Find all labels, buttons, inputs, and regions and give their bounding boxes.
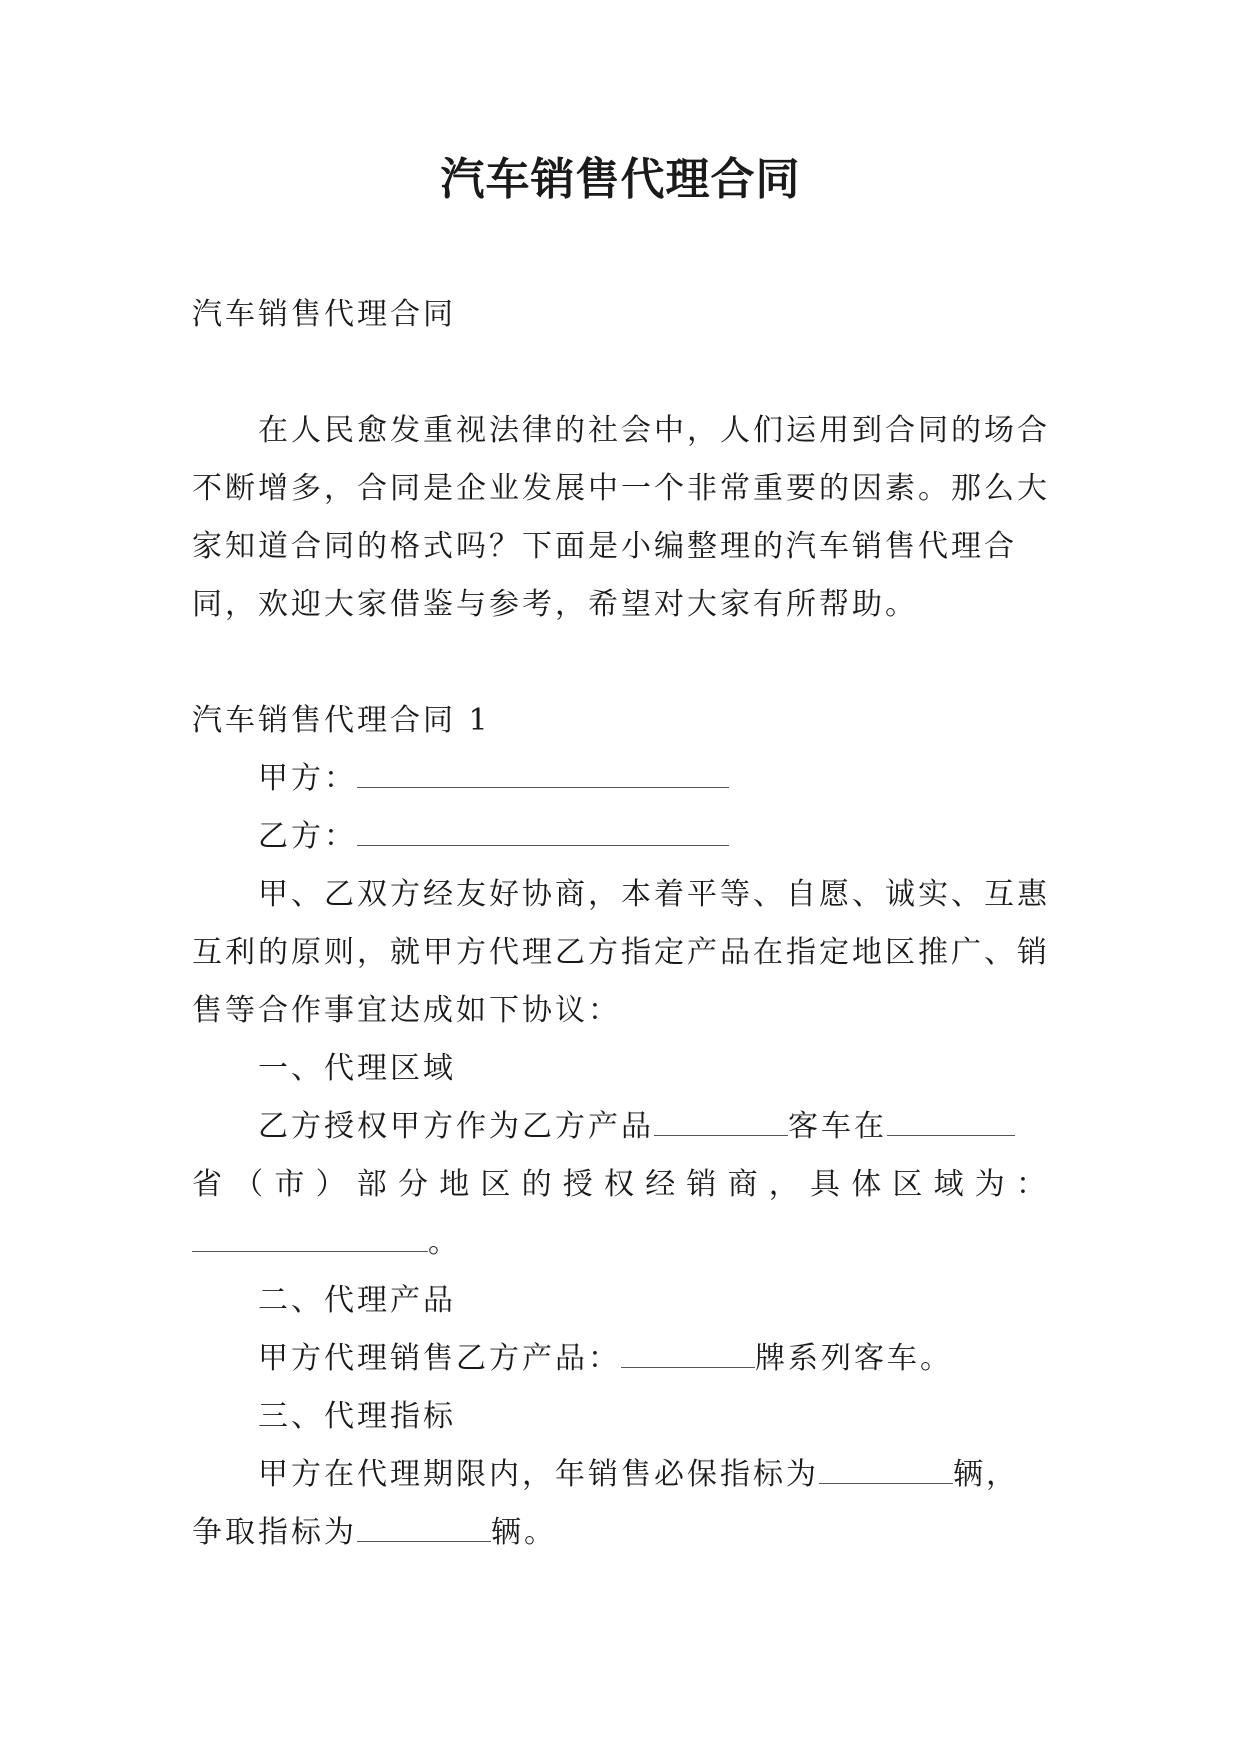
- section1-line2: 省（市）部分地区的授权经销商，具体区域为：: [192, 1167, 1052, 1202]
- spacer: [192, 634, 1052, 692]
- region-blank: [887, 1111, 1015, 1136]
- party-b-label: 乙方：: [258, 819, 357, 854]
- party-b-line: [192, 808, 1052, 866]
- brand-blank: [621, 1343, 755, 1368]
- section2-text-a: 甲方代理销售乙方产品：: [258, 1341, 621, 1376]
- section3-text-d: 辆。: [491, 1515, 557, 1550]
- section1-end: 。: [428, 1225, 461, 1260]
- document-title: 汽车销售代理合同: [440, 154, 801, 205]
- section1-text-a: 乙方授权甲方作为乙方产品: [258, 1109, 654, 1144]
- section3-text-b: 辆，: [953, 1457, 1019, 1492]
- area-blank: [192, 1227, 428, 1252]
- section2-text-b: 牌系列客车。: [755, 1341, 953, 1376]
- section3-line2: [192, 1504, 1052, 1562]
- section1-line1: [192, 1098, 1052, 1156]
- party-a-blank: [357, 763, 729, 788]
- party-a-label: 甲方：: [258, 761, 357, 796]
- section1-line3: [192, 1214, 1052, 1272]
- party-b-blank: [357, 821, 729, 846]
- section2-title: 二、代理产品: [258, 1283, 456, 1318]
- party-a-line: [192, 750, 1052, 808]
- section3-text-a: 甲方在代理期限内，年销售必保指标为: [258, 1457, 819, 1492]
- section2-line: [192, 1330, 1052, 1388]
- section3-title: 三、代理指标: [258, 1399, 456, 1434]
- agreement-paragraph: 甲、乙双方经友好协商，本着平等、自愿、诚实、互惠互利的原则，就甲方代理乙方指定产品在指定地区推广、销售等合作事宜达成如下协议：: [192, 877, 1050, 1028]
- section3-text-c: 争取指标为: [192, 1515, 357, 1550]
- spacer: [192, 344, 1052, 402]
- product-blank: [654, 1111, 788, 1136]
- subtitle: 汽车销售代理合同: [192, 297, 456, 332]
- document-body: [192, 286, 1052, 1562]
- guaranteed-target-blank: [819, 1459, 953, 1484]
- contract-heading: 汽车销售代理合同 1: [192, 703, 491, 738]
- stretch-target-blank: [357, 1517, 491, 1542]
- section3-line1: [192, 1446, 1052, 1504]
- section1-text-b: 客车在: [788, 1109, 887, 1144]
- section1-title: 一、代理区域: [258, 1051, 456, 1086]
- intro-paragraph: 在人民愈发重视法律的社会中，人们运用到合同的场合不断增多，合同是企业发展中一个非常重要的因素。那么大家知道合同的格式吗？下面是小编整理的汽车销售代理合同，欢迎大家借鉴与参考，希望对大家有所帮助。: [192, 413, 1050, 622]
